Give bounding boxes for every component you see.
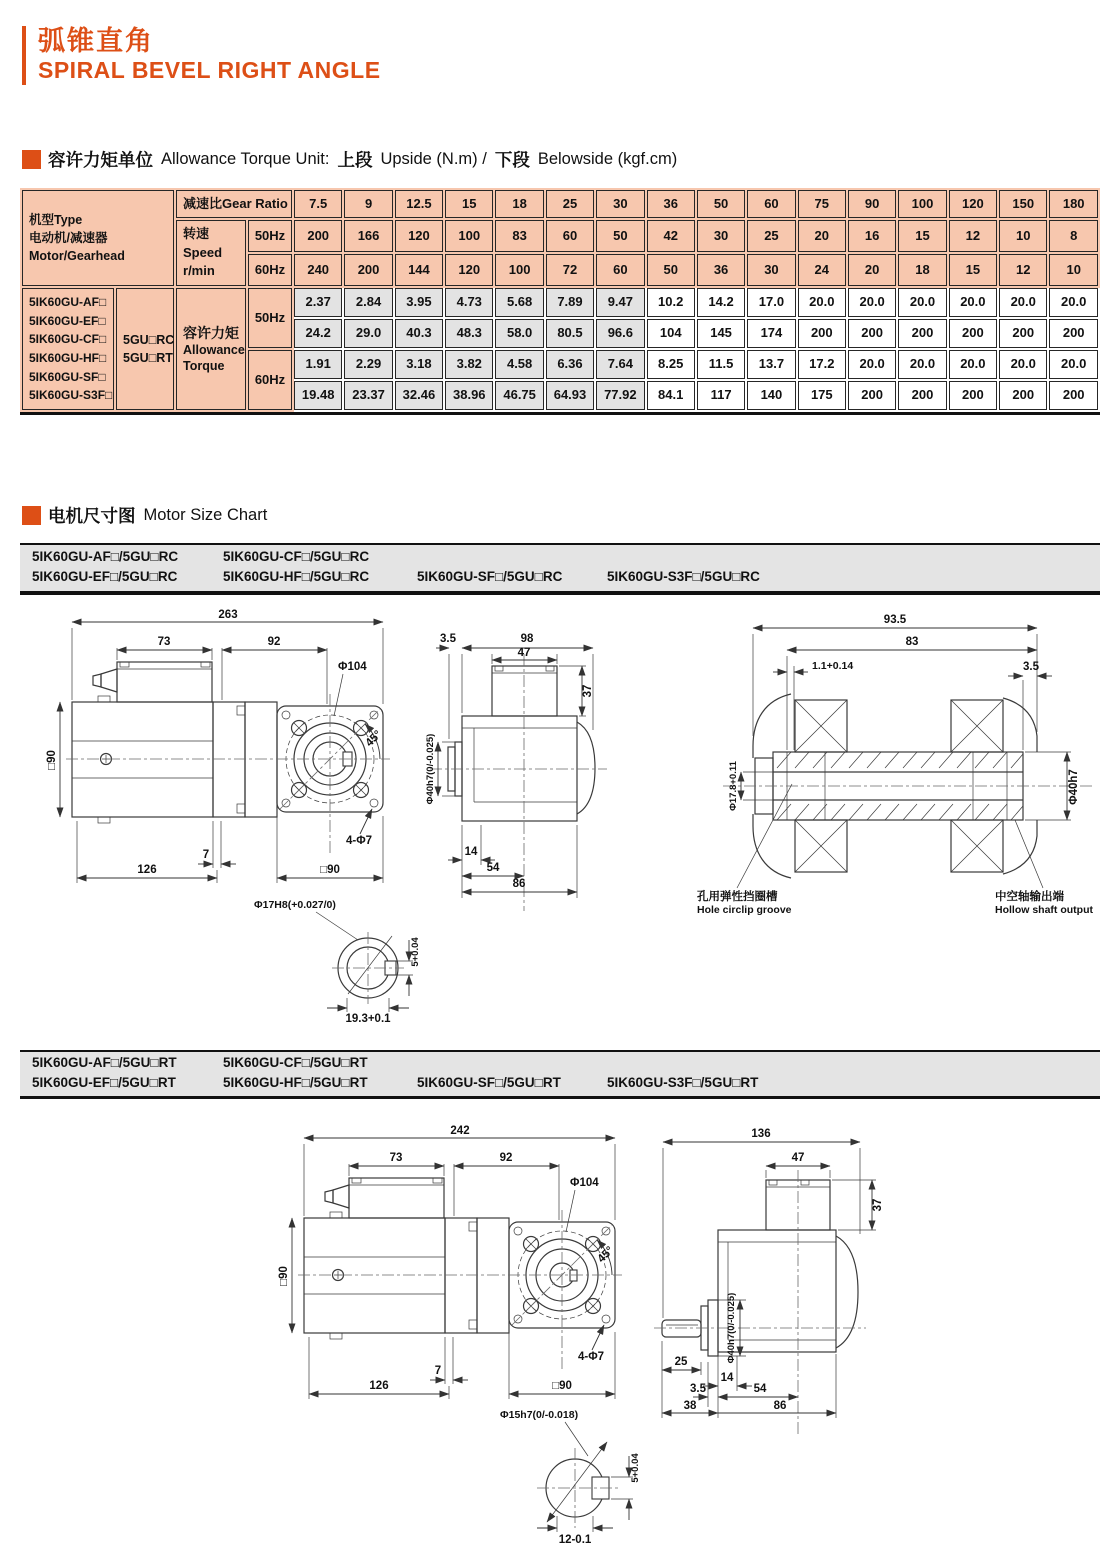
size-section-heading <box>22 503 275 528</box>
table-cell: 20.0 <box>848 288 896 317</box>
model-code: 5IK60GU-HF□/5GU□RC <box>223 569 370 584</box>
table-cell: 7.89 <box>546 288 594 317</box>
torque-section-heading <box>22 147 685 172</box>
dim-label: □90 <box>320 864 340 876</box>
dim-label: 54 <box>486 862 500 874</box>
outline-group <box>430 654 607 911</box>
table-cell: 200 <box>999 381 1047 410</box>
allowance-torque-header <box>176 288 246 410</box>
dim-label: □90 <box>46 750 58 770</box>
table-cell: 6.36 <box>546 350 594 379</box>
table-cell: 30 <box>747 254 795 286</box>
torque-label-line: 容许力矩 <box>183 324 240 341</box>
model-code: 5IK60GU-EF□/5GU□RC <box>32 569 178 584</box>
page-title-en: SPIRAL BEVEL RIGHT ANGLE <box>38 57 381 84</box>
drawing-rt-shaft-detail <box>445 1400 685 1547</box>
table-cell: 2.84 <box>344 288 392 317</box>
table-cell: 200 <box>344 254 392 286</box>
dim-label: 86 <box>512 878 526 890</box>
table-cell: 20.0 <box>898 288 946 317</box>
table-cell: 12.5 <box>395 190 443 218</box>
dim-label: 5+0.04 <box>410 937 421 967</box>
allowance-torque-table <box>20 188 1100 415</box>
table-cell: 25 <box>747 220 795 252</box>
table-cell: 200 <box>1049 319 1098 348</box>
dim-label: 1.1+0.14 <box>812 660 854 672</box>
dim-label: 3.5 <box>440 633 456 645</box>
dim-label: 92 <box>499 1152 513 1164</box>
size-heading-zh: 电机尺寸图 <box>48 506 136 526</box>
dim-label: 38 <box>683 1400 697 1412</box>
table-cell: 175 <box>798 381 846 410</box>
table-cell: 12 <box>999 254 1047 286</box>
outline-group <box>66 662 390 854</box>
table-cell: 18 <box>495 190 543 218</box>
table-cell: 20.0 <box>898 350 946 379</box>
table-cell: 32.46 <box>395 381 443 410</box>
dim-label: 14 <box>464 846 478 858</box>
type-label-line: Motor/Gearhead <box>29 249 125 264</box>
dim-label: 25 <box>674 1356 688 1368</box>
table-cell: 50 <box>596 220 644 252</box>
model-name: 5IK60GU-EF□ <box>29 313 106 328</box>
table-cell: 120 <box>445 254 493 286</box>
table-cell: 96.6 <box>596 319 644 348</box>
model-name: 5IK60GU-AF□ <box>29 295 107 310</box>
model-code: 5IK60GU-HF□/5GU□RT <box>223 1075 368 1090</box>
table-cell: 38.96 <box>445 381 493 410</box>
table-cell: 90 <box>848 190 896 218</box>
page-title <box>22 26 381 85</box>
torque-label-line: Allowance <box>183 342 245 357</box>
dimension-group <box>662 1128 884 1418</box>
table-cell: 3.95 <box>395 288 443 317</box>
outline-group <box>723 694 1095 878</box>
table-cell: 144 <box>395 254 443 286</box>
torque-label-line: Torque <box>183 359 225 374</box>
table-cell: 20.0 <box>999 288 1047 317</box>
table-cell: 20 <box>798 220 846 252</box>
table-cell: 14.2 <box>697 288 745 317</box>
model-code: 5IK60GU-AF□/5GU□RT <box>32 1055 177 1070</box>
table-cell: 75 <box>798 190 846 218</box>
table-cell: 17.2 <box>798 350 846 379</box>
table-cell: 200 <box>898 319 946 348</box>
table-cell: 5.68 <box>495 288 543 317</box>
table-cell: 10 <box>999 220 1047 252</box>
table-cell: 19.48 <box>294 381 342 410</box>
table-cell: 64.93 <box>546 381 594 410</box>
table-cell: 13.7 <box>747 350 795 379</box>
table-cell: 3.18 <box>395 350 443 379</box>
table-cell: 240 <box>294 254 342 286</box>
dim-label: 37 <box>872 1198 884 1212</box>
model-name: 5IK60GU-HF□ <box>29 351 107 365</box>
model-code: 5IK60GU-S3F□/5GU□RC <box>607 569 760 584</box>
table-cell: 1.91 <box>294 350 342 379</box>
gear-ratio-header: 减速比Gear Ratio <box>176 190 292 218</box>
model-code: 5IK60GU-SF□/5GU□RC <box>417 569 563 584</box>
table-cell: 9.47 <box>596 288 644 317</box>
dim-label: 3.5 <box>690 1383 706 1395</box>
table-cell: 40.3 <box>395 319 443 348</box>
torque-heading-zh: 容许力矩单位 <box>48 150 153 170</box>
table-cell: 120 <box>949 190 997 218</box>
table-cell: 20.0 <box>999 350 1047 379</box>
dim-label: 45° <box>595 1244 617 1266</box>
table-cell: 200 <box>999 319 1047 348</box>
table-cell: 2.29 <box>344 350 392 379</box>
dim-label: □90 <box>552 1380 572 1392</box>
table-cell: 20.0 <box>1049 288 1098 317</box>
hz60-row-label: 60Hz <box>248 350 292 410</box>
outline-group <box>537 1442 620 1528</box>
dim-label: 126 <box>369 1380 389 1392</box>
table-cell: 7.5 <box>294 190 342 218</box>
dim-label: Φ40h7 <box>1068 769 1080 805</box>
table-cell: 60 <box>546 220 594 252</box>
table-cell: 20.0 <box>949 350 997 379</box>
table-cell: 72 <box>546 254 594 286</box>
model-bar-rt <box>20 1050 1100 1099</box>
dim-label: Φ104 <box>570 1177 599 1189</box>
table-cell: 36 <box>697 254 745 286</box>
table-cell: 200 <box>848 319 896 348</box>
model-name: 5IK60GU-CF□ <box>29 332 107 347</box>
dim-label: 5+0.04 <box>630 1453 641 1483</box>
dimension-group <box>500 1409 641 1546</box>
hz60-header: 60Hz <box>248 254 292 286</box>
table-cell: 77.92 <box>596 381 644 410</box>
dim-label: Φ15h7(0/-0.018) <box>500 1409 579 1421</box>
dim-label: 83 <box>905 636 919 648</box>
hz50-row-label: 50Hz <box>248 288 292 348</box>
dim-label: 73 <box>389 1152 403 1164</box>
table-cell: 200 <box>949 319 997 348</box>
hollow-shaft-label-zh: 中空轴输出端 <box>995 891 1064 903</box>
table-cell: 11.5 <box>697 350 745 379</box>
table-gearhead-list <box>116 288 174 410</box>
type-label-line: 机型Type <box>29 212 83 227</box>
table-type-header <box>22 190 174 286</box>
dim-label: 19.3+0.1 <box>345 1013 391 1025</box>
table-cell: 50 <box>697 190 745 218</box>
table-cell: 9 <box>344 190 392 218</box>
table-cell: 145 <box>697 319 745 348</box>
table-cell: 83 <box>495 220 543 252</box>
dim-label: 3.5 <box>1023 661 1039 673</box>
drawing-rc-side <box>422 606 697 921</box>
model-name: 5IK60GU-S3F□ <box>29 388 113 403</box>
dim-label: □90 <box>278 1266 290 1286</box>
table-cell: 30 <box>596 190 644 218</box>
table-cell: 58.0 <box>495 319 543 348</box>
table-cell: 80.5 <box>546 319 594 348</box>
table-cell: 15 <box>898 220 946 252</box>
dim-label: Φ17H8(+0.027/0) <box>254 899 336 911</box>
dim-label: Φ17.8+0.11 <box>728 761 739 811</box>
model-code: 5IK60GU-S3F□/5GU□RT <box>607 1075 759 1090</box>
drawing-rc-bore-detail <box>250 890 470 1025</box>
dimension-group <box>697 614 1093 916</box>
dim-label: 7 <box>202 849 210 861</box>
model-code: 5IK60GU-CF□/5GU□RC <box>223 549 370 564</box>
table-cell: 104 <box>647 319 695 348</box>
table-cell: 20.0 <box>848 350 896 379</box>
type-label-line: 电动机/减速器 <box>29 230 108 245</box>
table-cell: 36 <box>647 190 695 218</box>
dim-label: 4-Φ7 <box>346 835 373 847</box>
torque-heading-en: Allowance Torque Unit: <box>161 150 330 168</box>
table-cell: 200 <box>798 319 846 348</box>
table-cell: 42 <box>647 220 695 252</box>
drawing-rc-front <box>38 606 433 921</box>
model-name: 5IK60GU-SF□ <box>29 369 106 384</box>
table-cell: 23.37 <box>344 381 392 410</box>
table-cell: 140 <box>747 381 795 410</box>
table-cell: 60 <box>747 190 795 218</box>
table-cell: 8 <box>1049 220 1098 252</box>
dim-label: 126 <box>137 864 157 876</box>
table-cell: 30 <box>697 220 745 252</box>
dim-label: 7 <box>434 1365 442 1377</box>
table-cell: 200 <box>898 381 946 410</box>
table-cell: 100 <box>445 220 493 252</box>
table-cell: 200 <box>848 381 896 410</box>
model-code: 5IK60GU-SF□/5GU□RT <box>417 1075 561 1090</box>
table-cell: 15 <box>949 254 997 286</box>
dim-label: 92 <box>267 636 281 648</box>
dim-label: 37 <box>582 684 594 698</box>
table-cell: 50 <box>647 254 695 286</box>
table-cell: 24 <box>798 254 846 286</box>
table-cell: 3.82 <box>445 350 493 379</box>
drawing-rc-section <box>695 606 1110 921</box>
speed-header <box>176 220 246 286</box>
upside-zh: 上段 <box>337 150 373 170</box>
orange-square-icon <box>22 506 41 525</box>
dim-label: 242 <box>450 1125 470 1137</box>
table-cell: 100 <box>495 254 543 286</box>
dim-label: 47 <box>517 647 531 659</box>
table-cell: 46.75 <box>495 381 543 410</box>
table-cell: 25 <box>546 190 594 218</box>
table-cell: 16 <box>848 220 896 252</box>
speed-label-line: 转速Speed <box>183 225 223 260</box>
size-heading-en: Motor Size Chart <box>143 506 268 524</box>
dim-label: 54 <box>753 1383 767 1395</box>
table-cell: 200 <box>294 220 342 252</box>
table-cell: 20.0 <box>949 288 997 317</box>
dim-label: 93.5 <box>883 614 907 626</box>
page-title-zh: 弧锥直角 <box>38 26 154 56</box>
dim-label: Φ104 <box>338 661 367 673</box>
dim-label: 45° <box>363 728 385 750</box>
gearhead-code: 5GU□RT <box>123 351 173 365</box>
table-cell: 100 <box>898 190 946 218</box>
drawing-rt-side <box>648 1122 943 1447</box>
table-cell: 7.64 <box>596 350 644 379</box>
hz50-header: 50Hz <box>248 220 292 252</box>
table-cell: 200 <box>949 381 997 410</box>
dim-label: 263 <box>218 609 238 621</box>
table-cell: 20 <box>848 254 896 286</box>
table-cell: 29.0 <box>344 319 392 348</box>
dim-label: 73 <box>157 636 171 648</box>
table-cell: 84.1 <box>647 381 695 410</box>
dim-label: 86 <box>773 1400 787 1412</box>
table-model-list <box>22 288 114 410</box>
model-bar-rc <box>20 543 1100 595</box>
table-cell: 15 <box>445 190 493 218</box>
table-cell: 180 <box>1049 190 1098 218</box>
hole-circlip-label-zh: 孔用弹性挡圈槽 <box>697 891 778 903</box>
dim-label: 98 <box>520 633 534 645</box>
dim-label: 47 <box>791 1152 805 1164</box>
table-cell: 10.2 <box>647 288 695 317</box>
table-cell: 174 <box>747 319 795 348</box>
table-cell: 2.37 <box>294 288 342 317</box>
table-cell: 12 <box>949 220 997 252</box>
upside-en: Upside (N.m) / <box>380 150 487 168</box>
table-cell: 4.58 <box>495 350 543 379</box>
dimension-group <box>46 609 385 883</box>
dim-label: 136 <box>751 1128 771 1140</box>
table-cell: 24.2 <box>294 319 342 348</box>
model-code: 5IK60GU-CF□/5GU□RT <box>223 1055 368 1070</box>
table-cell: 20.0 <box>1049 350 1098 379</box>
hatch-top <box>777 752 1023 768</box>
belowside-zh: 下段 <box>494 150 530 170</box>
drawing-rt-front <box>270 1122 665 1437</box>
orange-square-icon <box>22 150 41 169</box>
speed-label-line: r/min <box>183 263 215 279</box>
dim-label: Φ40h7(0/-0.025) <box>425 733 436 805</box>
dimension-group <box>278 1125 617 1399</box>
table-cell: 18 <box>898 254 946 286</box>
table-cell: 4.73 <box>445 288 493 317</box>
table-cell: 120 <box>395 220 443 252</box>
dim-label: 4-Φ7 <box>578 1351 605 1363</box>
table-cell: 200 <box>1049 381 1098 410</box>
outline-group <box>332 932 404 1004</box>
hole-circlip-label-en: Hole circlip groove <box>697 904 792 916</box>
table-cell: 166 <box>344 220 392 252</box>
dim-label: 14 <box>720 1372 734 1384</box>
gearhead-code: 5GU□RC <box>123 332 175 347</box>
table-cell: 8.25 <box>647 350 695 379</box>
table-cell: 20.0 <box>798 288 846 317</box>
dim-label: 12-0.1 <box>558 1534 592 1546</box>
table-cell: 48.3 <box>445 319 493 348</box>
table-cell: 150 <box>999 190 1047 218</box>
table-cell: 60 <box>596 254 644 286</box>
table-cell: 10 <box>1049 254 1098 286</box>
model-code: 5IK60GU-EF□/5GU□RT <box>32 1075 176 1090</box>
belowside-en: Belowside (kgf.cm) <box>537 150 678 168</box>
table-cell: 17.0 <box>747 288 795 317</box>
outline-group <box>298 1178 622 1370</box>
table-cell: 117 <box>697 381 745 410</box>
hatch-bottom <box>777 804 1023 820</box>
model-code: 5IK60GU-AF□/5GU□RC <box>32 549 179 564</box>
dim-label: Φ40h7(0/-0.025) <box>726 1292 737 1364</box>
hollow-shaft-label-en: Hollow shaft output <box>995 904 1093 916</box>
